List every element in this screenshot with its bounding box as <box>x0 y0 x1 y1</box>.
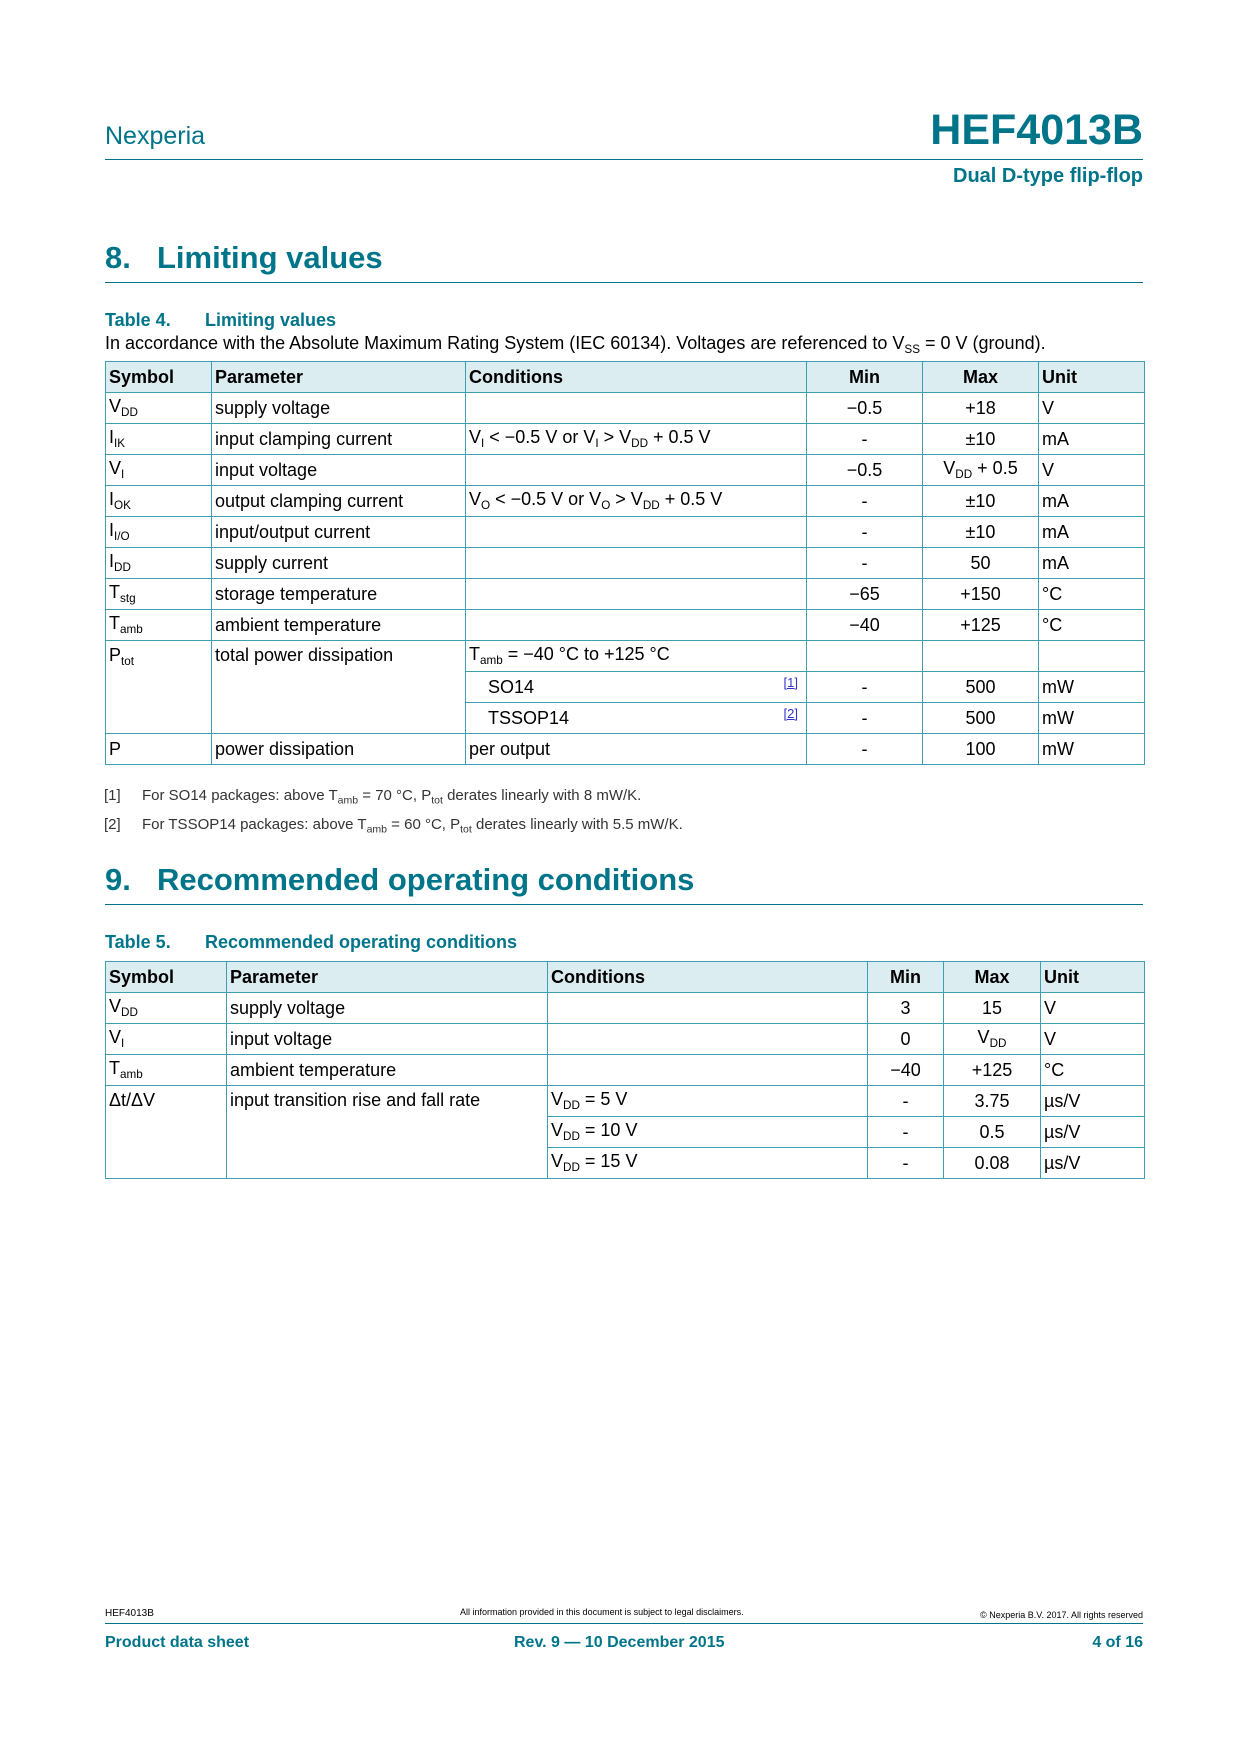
symbol-cell: $P_{tot}$ <box>106 641 212 734</box>
table-row <box>106 579 1145 610</box>
table-row <box>106 610 1145 641</box>
min-cell <box>807 641 923 672</box>
unit-cell: mW <box>1039 703 1145 734</box>
parameter-cell: power dissipation <box>212 734 466 765</box>
table-5-caption <box>105 932 517 953</box>
section-9-heading <box>105 862 1143 905</box>
footnote-1 <box>104 787 641 807</box>
max-cell: ±10 <box>923 486 1039 517</box>
max-cell: +150 <box>923 579 1039 610</box>
footnote-ref-link[interactable]: [2] <box>783 706 798 721</box>
footer-divider <box>105 1623 1143 1624</box>
conditions-cell: per output <box>466 734 807 765</box>
table-number: Table 5. <box>105 932 171 952</box>
parameter-cell: supply voltage <box>227 993 548 1024</box>
max-cell: ±10 <box>923 517 1039 548</box>
conditions-cell <box>548 993 868 1024</box>
conditions-cell: TSSOP14 [2] <box>466 703 807 734</box>
header-unit: Unit <box>1041 962 1145 993</box>
max-cell: 3.75 <box>944 1086 1041 1117</box>
parameter-cell: storage temperature <box>212 579 466 610</box>
min-cell: −65 <box>807 579 923 610</box>
table-row <box>106 641 1145 672</box>
max-cell: 0.5 <box>944 1117 1041 1148</box>
symbol-cell: $I_{I/O}$ <box>106 517 212 548</box>
symbol-cell: $I_{DD}$ <box>106 548 212 579</box>
min-cell: - <box>807 672 923 703</box>
max-cell: 15 <box>944 993 1041 1024</box>
header-max: Max <box>944 962 1041 993</box>
footer-revision: Rev. 9 — 10 December 2015 <box>514 1634 725 1651</box>
table-number: Table 4. <box>105 310 171 330</box>
footer-part-number: HEF4013B <box>105 1608 154 1619</box>
min-cell: - <box>807 734 923 765</box>
parameter-cell: ambient temperature <box>212 610 466 641</box>
company-name: Nexperia <box>105 122 206 150</box>
footnote-text: For TSSOP14 packages: above $T_{amb} = 60$ °C, $P_{tot}$ derates linearly with 5.5 mW/K. <box>142 816 683 836</box>
unit-cell: V <box>1041 993 1145 1024</box>
min-cell: 0 <box>868 1024 944 1055</box>
min-cell: - <box>807 517 923 548</box>
header-unit: Unit <box>1039 362 1145 393</box>
parameter-cell: input clamping current <box>212 424 466 455</box>
max-cell: 500 <box>923 703 1039 734</box>
min-cell: 3 <box>868 993 944 1024</box>
parameter-cell: supply voltage <box>212 393 466 424</box>
header-min: Min <box>807 362 923 393</box>
parameter-cell: output clamping current <box>212 486 466 517</box>
unit-cell: V <box>1039 393 1145 424</box>
unit-cell: V <box>1041 1024 1145 1055</box>
symbol-cell: $T_{amb}$ <box>106 1055 227 1086</box>
footnote-number: [1] <box>104 787 121 804</box>
max-cell: 100 <box>923 734 1039 765</box>
min-cell: −0.5 <box>807 455 923 486</box>
symbol-cell: $V_{DD}$ <box>106 993 227 1024</box>
unit-cell: mA <box>1039 548 1145 579</box>
parameter-cell: input transition rise and fall rate <box>227 1086 548 1179</box>
max-cell: 0.08 <box>944 1148 1041 1179</box>
table-row <box>106 393 1145 424</box>
unit-cell: °C <box>1041 1055 1145 1086</box>
conditions-cell: $V_O < -0.5$ V or $V_O > V_{DD} + 0.5$ V <box>466 486 807 517</box>
limiting-values-table <box>105 361 1145 765</box>
footer-disclaimer: All information provided in this document is subject to legal disclaimers. <box>460 1607 744 1617</box>
unit-cell: µs/V <box>1041 1148 1145 1179</box>
parameter-cell: total power dissipation <box>212 641 466 734</box>
section-8-heading <box>105 240 1143 283</box>
min-cell: −40 <box>807 610 923 641</box>
footnote-ref-link[interactable]: [1] <box>783 675 798 690</box>
max-cell <box>923 641 1039 672</box>
symbol-cell: $I_{IK}$ <box>106 424 212 455</box>
footnote-number: [2] <box>104 816 121 833</box>
header-parameter: Parameter <box>212 362 466 393</box>
table-row <box>106 993 1145 1024</box>
conditions-cell <box>466 517 807 548</box>
max-cell: 50 <box>923 548 1039 579</box>
max-cell: $V_{DD}$ <box>944 1024 1041 1055</box>
footnote-2 <box>104 816 683 836</box>
section-title: Limiting values <box>157 240 383 275</box>
conditions-cell <box>466 610 807 641</box>
symbol-cell: $V_{DD}$ <box>106 393 212 424</box>
header-conditions: Conditions <box>466 362 807 393</box>
conditions-cell: $V_{DD} = 10$ V <box>548 1117 868 1148</box>
header-max: Max <box>923 362 1039 393</box>
conditions-cell: $V_{DD} = 15$ V <box>548 1148 868 1179</box>
conditions-cell <box>466 393 807 424</box>
symbol-cell: $V_I$ <box>106 455 212 486</box>
table-title: Recommended operating conditions <box>205 932 518 952</box>
conditions-cell <box>466 455 807 486</box>
conditions-cell <box>466 548 807 579</box>
unit-cell: µs/V <box>1041 1117 1145 1148</box>
min-cell: - <box>868 1117 944 1148</box>
conditions-cell: $T_{amb} = -40$ °C to +125 °C <box>466 641 807 672</box>
footer-copyright: © Nexperia B.V. 2017. All rights reserved <box>980 1610 1143 1620</box>
symbol-cell: P <box>106 734 212 765</box>
table-row <box>106 1024 1145 1055</box>
parameter-cell: input voltage <box>212 455 466 486</box>
table-row <box>106 734 1145 765</box>
conditions-cell <box>466 579 807 610</box>
max-cell: +125 <box>923 610 1039 641</box>
table-row <box>106 486 1145 517</box>
min-cell: −40 <box>868 1055 944 1086</box>
unit-cell: °C <box>1039 610 1145 641</box>
header-symbol: Symbol <box>106 962 227 993</box>
unit-cell <box>1039 641 1145 672</box>
conditions-cell <box>548 1024 868 1055</box>
unit-cell: mA <box>1039 424 1145 455</box>
table-4-description: In accordance with the Absolute Maximum Rating System (IEC 60134). Voltages are referenced to $V_{SS} = 0$ V (ground). <box>105 333 1046 357</box>
table-row <box>106 1055 1145 1086</box>
table-row <box>106 424 1145 455</box>
min-cell: - <box>807 703 923 734</box>
max-cell: +125 <box>944 1055 1041 1086</box>
symbol-cell: $T_{amb}$ <box>106 610 212 641</box>
unit-cell: °C <box>1039 579 1145 610</box>
footer-document-type: Product data sheet <box>105 1634 250 1651</box>
max-cell: ±10 <box>923 424 1039 455</box>
header-symbol: Symbol <box>106 362 212 393</box>
header-parameter: Parameter <box>227 962 548 993</box>
footer-page-number: 4 of 16 <box>1092 1634 1143 1651</box>
conditions-cell: $V_I < -0.5$ V or $V_I > V_{DD} + 0.5$ V <box>466 424 807 455</box>
min-cell: - <box>807 424 923 455</box>
footnote-text: For SO14 packages: above $T_{amb} = 70$ °C, $P_{tot}$ derates linearly with 8 mW/K. <box>142 787 642 807</box>
unit-cell: V <box>1039 455 1145 486</box>
table-4-caption <box>105 310 336 331</box>
symbol-cell: $V_I$ <box>106 1024 227 1055</box>
unit-cell: mW <box>1039 734 1145 765</box>
document-subtitle: Dual D-type flip-flop <box>953 165 1143 187</box>
unit-cell: mA <box>1039 517 1145 548</box>
section-title: Recommended operating conditions <box>157 862 695 897</box>
table-row <box>106 1086 1145 1117</box>
parameter-cell: input voltage <box>227 1024 548 1055</box>
symbol-cell: $T_{stg}$ <box>106 579 212 610</box>
conditions-cell: SO14 [1] <box>466 672 807 703</box>
table-row <box>106 455 1145 486</box>
table-header-row <box>106 362 1145 393</box>
table-row <box>106 548 1145 579</box>
conditions-cell: $V_{DD} = 5$ V <box>548 1086 868 1117</box>
header-conditions: Conditions <box>548 962 868 993</box>
part-number-title: HEF4013B <box>930 106 1143 154</box>
parameter-cell: input/output current <box>212 517 466 548</box>
min-cell: - <box>807 486 923 517</box>
symbol-cell: $I_{OK}$ <box>106 486 212 517</box>
unit-cell: µs/V <box>1041 1086 1145 1117</box>
table-header-row <box>106 962 1145 993</box>
parameter-cell: supply current <box>212 548 466 579</box>
min-cell: - <box>868 1086 944 1117</box>
section-number: 9. <box>105 862 131 897</box>
max-cell: 500 <box>923 672 1039 703</box>
min-cell: - <box>868 1148 944 1179</box>
parameter-cell: ambient temperature <box>227 1055 548 1086</box>
unit-cell: mA <box>1039 486 1145 517</box>
table-row <box>106 517 1145 548</box>
max-cell: +18 <box>923 393 1039 424</box>
symbol-cell: Δt/ΔV <box>106 1086 227 1179</box>
table-title: Limiting values <box>205 310 337 330</box>
max-cell: $V_{DD} + 0.5$ <box>923 455 1039 486</box>
section-number: 8. <box>105 240 131 275</box>
unit-cell: mW <box>1039 672 1145 703</box>
min-cell: −0.5 <box>807 393 923 424</box>
header-min: Min <box>868 962 944 993</box>
conditions-cell <box>548 1055 868 1086</box>
min-cell: - <box>807 548 923 579</box>
header-divider <box>105 159 1143 160</box>
recommended-operating-conditions-table <box>105 961 1145 1179</box>
